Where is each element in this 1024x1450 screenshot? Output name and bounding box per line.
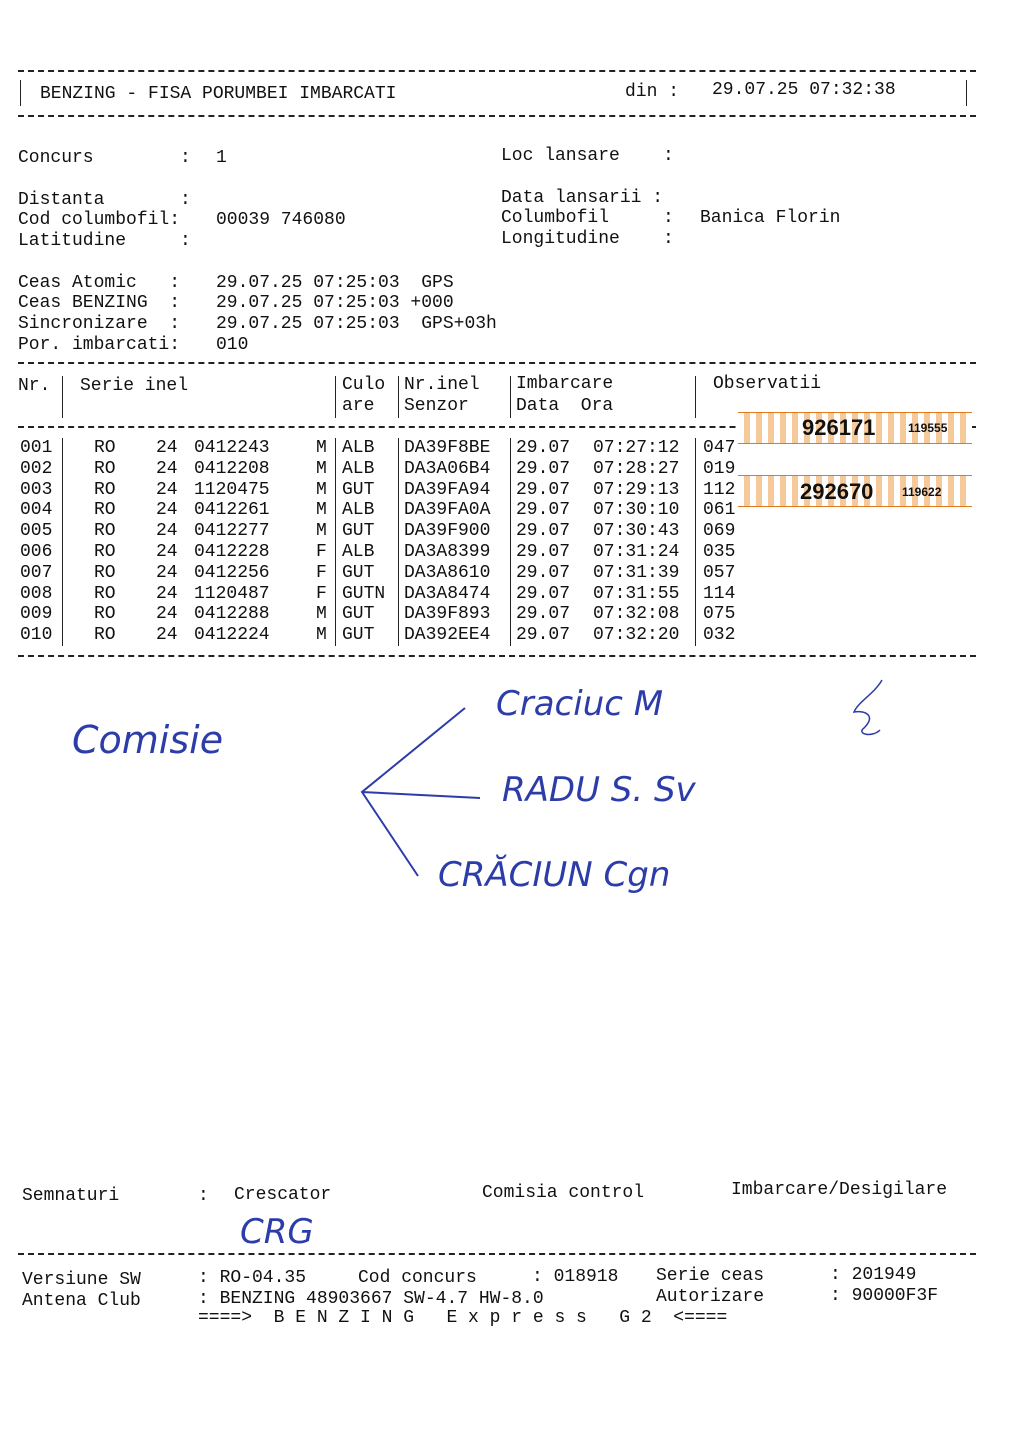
row-nr: 001 <box>20 438 53 458</box>
table-row <box>0 604 1024 625</box>
col-header-nrinel: Nr.inel <box>404 375 480 395</box>
row-obs: 069 <box>703 521 736 542</box>
footer-autorizare-label: Autorizare <box>656 1287 765 1307</box>
clock-sincronizare-label: Sincronizare : <box>18 314 181 334</box>
row-sex: M <box>316 458 327 479</box>
footer-versiune-label: Versiune SW <box>22 1270 141 1290</box>
info-columbofil-value: Banica Florin <box>700 208 841 228</box>
row-senzor: DA3A8474 <box>404 583 491 604</box>
row-sex: M <box>316 521 327 542</box>
row-data: 29.07 <box>516 500 571 521</box>
table-bottom-rule <box>18 655 976 657</box>
row-tara: RO <box>94 521 116 542</box>
row-sex: F <box>316 542 327 562</box>
col-header-culoare-2: are <box>342 396 375 416</box>
row-inel: 0412277 <box>194 521 270 542</box>
col-header-nr: Nr. <box>18 376 51 396</box>
row-culoare: GUT <box>342 604 375 625</box>
row-ora: 07:28:27 <box>593 458 680 479</box>
row-tara: RO <box>94 479 116 500</box>
row-culoare: ALB <box>342 438 375 458</box>
row-senzor: DA3A8610 <box>404 562 491 583</box>
stamp-1-number: 926171 <box>802 415 876 440</box>
row-tara: RO <box>94 604 116 625</box>
handwritten-name-1: Craciuc M <box>496 684 664 724</box>
signatures-label: Semnaturi <box>22 1186 120 1206</box>
row-tara: RO <box>94 500 116 521</box>
header-right-border <box>966 80 967 106</box>
table-row <box>0 521 1024 542</box>
row-nr: 004 <box>20 500 53 521</box>
col-header-culoare: Culo <box>342 375 386 395</box>
row-an: 24 <box>156 479 178 500</box>
security-stamp-2 <box>738 475 972 507</box>
row-tara: RO <box>94 562 116 583</box>
row-data: 29.07 <box>516 479 571 500</box>
row-culoare: ALB <box>342 542 375 562</box>
row-senzor: DA39F8BE <box>404 438 491 458</box>
handwritten-name-2: RADU S. Sv <box>502 770 696 810</box>
info-concurs-label: Concurs : <box>18 148 191 168</box>
footer-cod-concurs-label: Cod concurs <box>358 1268 477 1288</box>
row-data: 29.07 <box>516 604 571 625</box>
header-divider-nrinel <box>510 376 511 418</box>
row-ora: 07:31:55 <box>593 583 680 604</box>
row-an: 24 <box>156 625 178 646</box>
row-ora: 07:30:10 <box>593 500 680 521</box>
row-nr: 003 <box>20 479 53 500</box>
info-loc-lansare-label: Loc lansare : <box>501 146 674 166</box>
header-bottom-rule <box>18 115 976 117</box>
table-row <box>0 542 1024 563</box>
handwritten-scribble <box>836 676 896 740</box>
col-header-observatii: Observatii <box>713 374 822 394</box>
row-inel: 0412243 <box>194 438 270 458</box>
col-header-data-ora: Data Ora <box>516 396 614 416</box>
row-inel: 0412288 <box>194 604 270 625</box>
clock-atomic-label: Ceas Atomic : <box>18 273 181 293</box>
row-data: 29.07 <box>516 458 571 479</box>
row-an: 24 <box>156 521 178 542</box>
clock-imbarcati-label: Por. imbarcati: <box>18 335 181 355</box>
col-header-serie: Serie inel <box>80 376 189 396</box>
row-data: 29.07 <box>516 625 571 646</box>
handwritten-name-3: CRĂCIUN Cgn <box>438 855 671 895</box>
row-culoare: GUT <box>342 479 375 500</box>
signature-imbarcare-desigilare: Imbarcare/Desigilare <box>731 1180 948 1200</box>
info-cod-columbofil-value: 00039 746080 <box>216 210 346 230</box>
row-inel: 0412256 <box>194 562 270 583</box>
row-ora: 07:27:12 <box>593 438 680 458</box>
row-data: 29.07 <box>516 542 571 562</box>
header-top-rule <box>18 70 976 72</box>
row-data: 29.07 <box>516 521 571 542</box>
row-tara: RO <box>94 458 116 479</box>
row-senzor: DA39F900 <box>404 521 491 542</box>
row-senzor: DA39FA94 <box>404 479 491 500</box>
row-obs: 019 <box>703 458 736 479</box>
row-sex: M <box>316 500 327 521</box>
footer-antena-value: : BENZING 48903667 SW-4.7 HW-8.0 <box>198 1289 544 1309</box>
header-divider-serie <box>335 376 336 418</box>
row-nr: 009 <box>20 604 53 625</box>
row-an: 24 <box>156 458 178 479</box>
info-latitudine-label: Latitudine : <box>18 231 191 251</box>
row-inel: 1120487 <box>194 583 270 604</box>
security-stamp-1 <box>738 412 972 444</box>
row-data: 29.07 <box>516 583 571 604</box>
row-sex: M <box>316 438 327 458</box>
row-tara: RO <box>94 542 116 562</box>
row-nr: 005 <box>20 521 53 542</box>
row-data: 29.07 <box>516 562 571 583</box>
row-obs: 057 <box>703 562 736 583</box>
info-data-lansarii-label: Data lansarii : <box>501 188 664 208</box>
row-an: 24 <box>156 438 178 458</box>
row-culoare: GUTN <box>342 583 386 604</box>
row-nr: 006 <box>20 542 53 562</box>
signatures-colon: : <box>198 1186 209 1206</box>
row-inel: 0412261 <box>194 500 270 521</box>
footer-serie-ceas-value: : 201949 <box>830 1265 917 1285</box>
info-distanta-label: Distanta : <box>18 190 191 210</box>
handwritten-arrow <box>350 700 490 890</box>
row-obs: 035 <box>703 542 736 562</box>
row-obs: 047 <box>703 438 736 458</box>
table-row <box>0 584 1024 605</box>
page-title: BENZING - FISA PORUMBEI IMBARCATI <box>40 84 397 104</box>
handwritten-signature: CRG <box>240 1212 314 1252</box>
row-ora: 07:29:13 <box>593 479 680 500</box>
row-ora: 07:32:08 <box>593 604 680 625</box>
row-an: 24 <box>156 604 178 625</box>
clock-benzing-label: Ceas BENZING : <box>18 293 181 313</box>
row-nr: 002 <box>20 458 53 479</box>
footer-rule <box>18 1253 976 1255</box>
row-culoare: ALB <box>342 458 375 479</box>
row-senzor: DA392EE4 <box>404 625 491 646</box>
row-an: 24 <box>156 500 178 521</box>
clock-imbarcati-value: 010 <box>216 335 249 355</box>
row-inel: 0412228 <box>194 542 270 562</box>
header-divider-nr <box>62 376 63 418</box>
clock-atomic-value: 29.07.25 07:25:03 GPS <box>216 273 454 293</box>
row-ora: 07:31:24 <box>593 542 680 562</box>
signature-crescator: Crescator <box>234 1185 332 1205</box>
row-obs: 032 <box>703 625 736 646</box>
header-divider-imbarcare <box>695 376 696 418</box>
header-date-value: 29.07.25 07:32:38 <box>712 80 896 100</box>
col-header-imbarcare: Imbarcare <box>516 374 614 394</box>
header-divider-culoare <box>398 376 399 418</box>
row-sex: M <box>316 479 327 500</box>
table-row <box>0 625 1024 646</box>
clock-benzing-value: 29.07.25 07:25:03 +000 <box>216 293 454 313</box>
row-obs: 112 <box>703 479 736 500</box>
row-sex: F <box>316 583 327 604</box>
footer-serie-ceas-label: Serie ceas <box>656 1266 765 1286</box>
row-inel: 1120475 <box>194 479 270 500</box>
footer-cod-concurs-value: : 018918 <box>532 1267 619 1287</box>
col-header-senzor: Senzor <box>404 396 469 416</box>
row-an: 24 <box>156 562 178 583</box>
stamp-2-number: 292670 <box>800 479 874 504</box>
footer-versiune-value: : RO-04.35 <box>198 1268 307 1288</box>
row-tara: RO <box>94 583 116 604</box>
footer-autorizare-value: : 90000F3F <box>830 1286 939 1306</box>
row-ora: 07:30:43 <box>593 521 680 542</box>
row-tara: RO <box>94 625 116 646</box>
row-culoare: GUT <box>342 625 375 646</box>
info-concurs-value: 1 <box>216 148 227 168</box>
row-sex: M <box>316 604 327 625</box>
table-row <box>0 563 1024 584</box>
stamp-1-small-number: 119555 <box>908 421 948 435</box>
signature-comisia-control: Comisia control <box>482 1183 645 1203</box>
row-senzor: DA3A8399 <box>404 542 491 562</box>
row-senzor: DA39F893 <box>404 604 491 625</box>
row-nr: 007 <box>20 562 53 583</box>
row-data: 29.07 <box>516 438 571 458</box>
row-an: 24 <box>156 542 178 562</box>
row-culoare: ALB <box>342 500 375 521</box>
row-culoare: GUT <box>342 562 375 583</box>
header-left-border <box>20 80 21 106</box>
row-obs: 075 <box>703 604 736 625</box>
clock-sincronizare-value: 29.07.25 07:25:03 GPS+03h <box>216 314 497 334</box>
handwritten-comisie: Comisie <box>72 718 224 762</box>
row-inel: 0412224 <box>194 625 270 646</box>
row-nr: 008 <box>20 583 53 604</box>
stamp-2-small-number: 119622 <box>902 485 942 499</box>
info-cod-columbofil-label: Cod columbofil: <box>18 210 181 230</box>
row-ora: 07:32:20 <box>593 625 680 646</box>
row-ora: 07:31:39 <box>593 562 680 583</box>
row-sex: M <box>316 625 327 646</box>
row-tara: RO <box>94 438 116 458</box>
row-nr: 010 <box>20 625 53 646</box>
row-culoare: GUT <box>342 521 375 542</box>
table-top-rule <box>18 362 976 364</box>
row-obs: 114 <box>703 583 736 604</box>
header-date-label: din : <box>625 82 680 102</box>
row-sex: F <box>316 562 327 583</box>
footer-banner: ====> B E N Z I N G E x p r e s s G 2 <==== <box>198 1308 728 1328</box>
footer-antena-label: Antena Club <box>22 1291 141 1311</box>
row-senzor: DA3A06B4 <box>404 458 491 479</box>
row-obs: 061 <box>703 500 736 521</box>
info-longitudine-label: Longitudine : <box>501 229 674 249</box>
row-senzor: DA39FA0A <box>404 500 491 521</box>
info-columbofil-label: Columbofil : <box>501 208 674 228</box>
row-an: 24 <box>156 583 178 604</box>
row-inel: 0412208 <box>194 458 270 479</box>
